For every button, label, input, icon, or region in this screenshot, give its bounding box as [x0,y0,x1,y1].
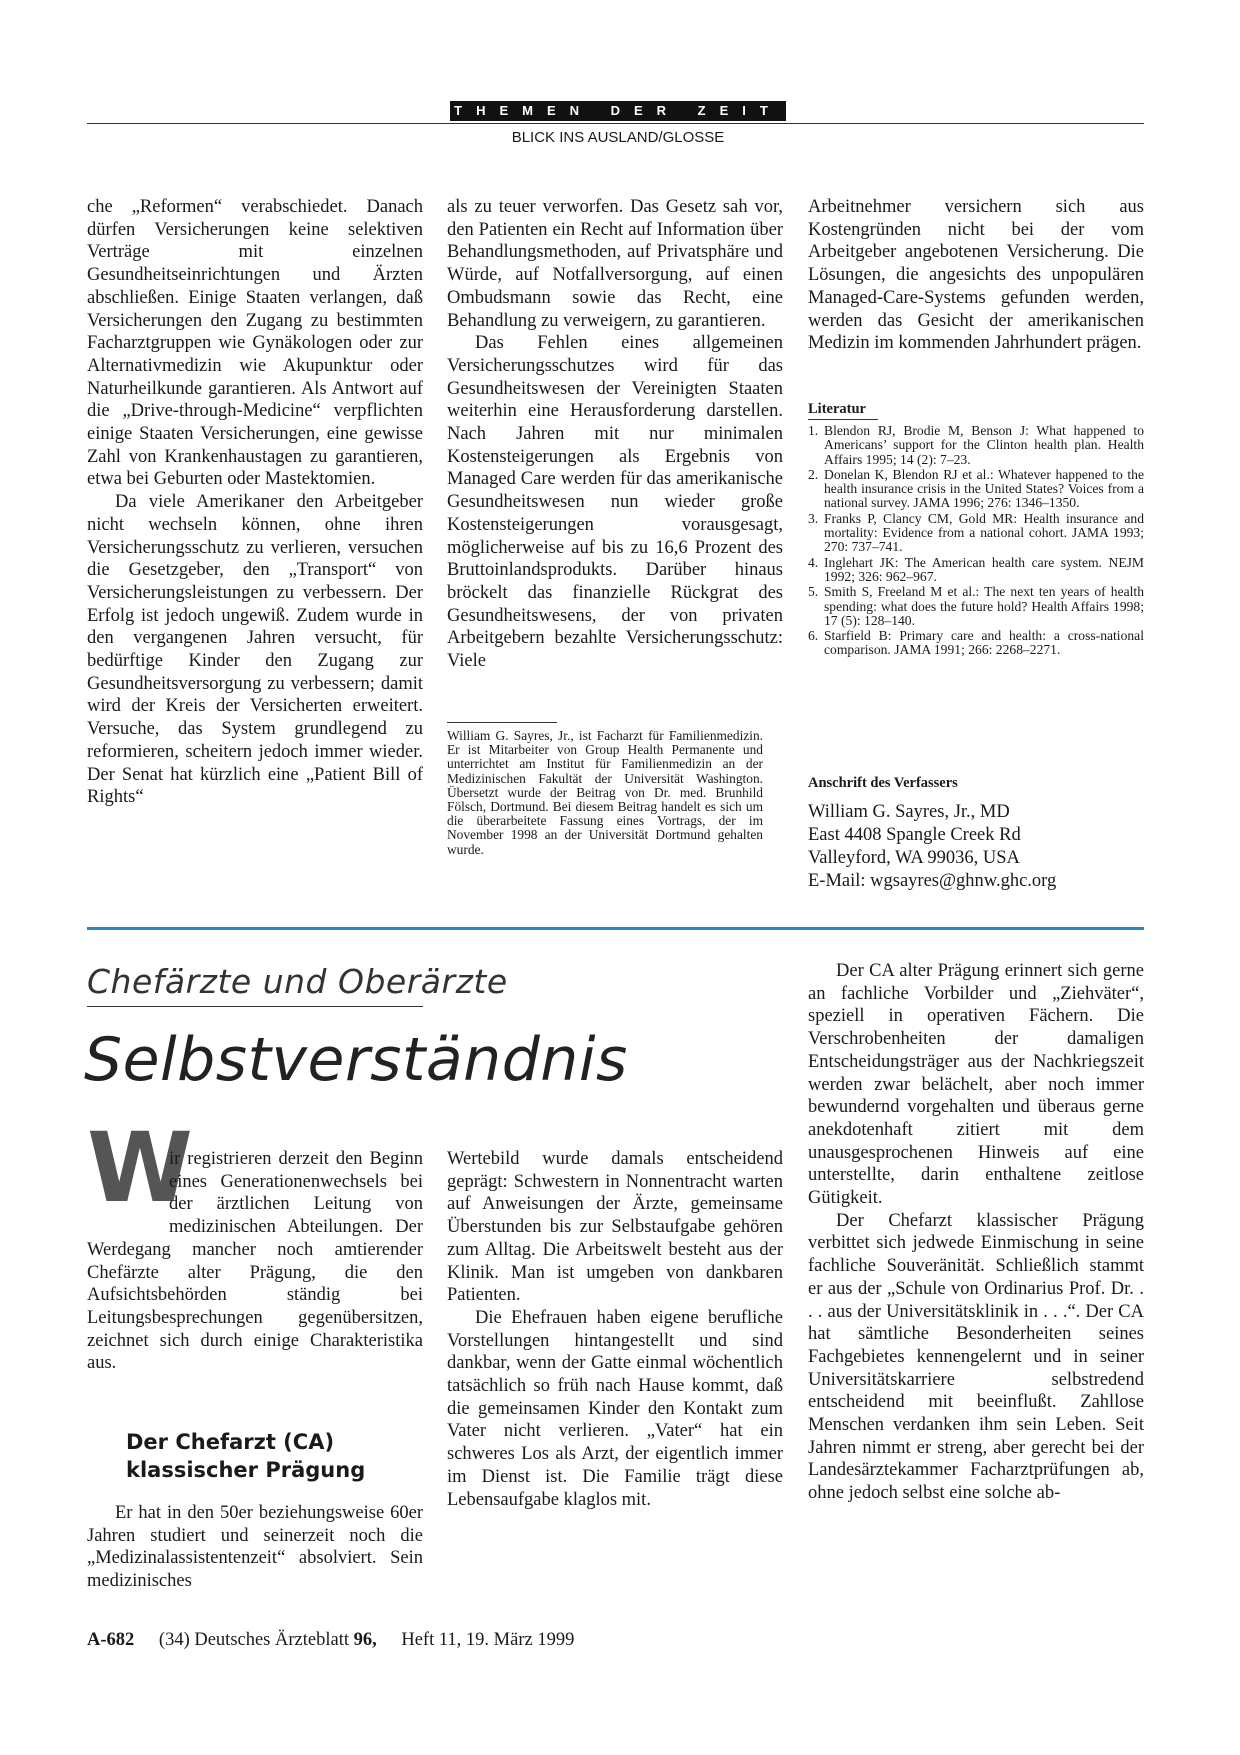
reference-item: 3. Franks P, Clancy CM, Gold MR: Health insurance and mortality: Evidence from a national cohort. JAMA 1993; 270: 737–741. [808,510,1144,555]
top-col2-paragraph-1: als zu teuer verworfen. Das Gesetz sah vor, den Patienten ein Recht auf Information über Behandlungsmethoden, auf Privatsphäre und Würde, auf Notfallversorgung, auf einen Ombudsmann sowie das Recht, eine Behandlung zu verweigern, zu garantieren. [447,197,783,331]
article-col3-paragraph-2: Der Chefarzt klassischer Prägung verbittet sich jedwede Einmischung in seine fachliche Souveränität. Schließlich stammt er aus der „Schule von Ordinarius Prof. Dr. . . . aus der Universitätsklinik in . . .“. Der CA hat sämtliche Besonderheiten seines Fachgebietes kennengelernt und in seiner Universitätskarriere selbstredend entscheidend mit beeinflußt. Zahllose Menschen verdanken ihm sein Leben. Seit Jahren nimmt er streng, aber gerecht bei der Landesärztekammer Facharztprüfungen ab, ohne jedoch selbst eine solche ab- [808,1210,1144,1504]
top-col1-paragraph-2: Da viele Amerikaner den Arbeitgeber nicht wechseln können, ohne ihren Versicherungsschutz zu verlieren, versuchen die Gesetzgeber, den „Transport“ von Versicherungsleistungen zu verbessern. Der Erfolg ist jedoch ungewiß. Zudem wurde in den vergangenen Jahren versucht, für bedürftige Kinder den Zugang zur Gesundheitsversorgung zu verbessern; damit wird der Kreis der Versicherten erweitert. Versuche, das System grundlegend zu reformieren, scheitern jedoch immer wieder. Der Senat hat kürzlich eine „Patient Bill of Rights“ [87,492,423,808]
top-column-3 [808,196,1144,355]
top-col1-paragraph-1: che „Reformen“ verabschiedet. Danach dürfen Versicherungen keine selektiven Verträge mit einzelnen Gesundheitseinrichtungen und Ärzten abschließen. Einige Staaten verlangen, daß Versicherungen den Zugang zu bestimmten Facharztgruppen wie Gynäkologen oder zur Alternativmedizin wie Akupunktur oder Naturheilkunde garantieren. Als Antwort auf die „Drive-through-Medicine“ verpflichten einige Staaten Versicherungen, eine gewisse Zahl von Krankenhaustagen zu garantieren, etwa bei Geburten oder Mastektomien. [87,197,423,490]
section-subheading: Der Chefarzt (CA) klassischer Prägung [126,1430,366,1482]
literature-rule [808,419,878,420]
reference-item: 6. Starfield B: Primary care and health: a cross-national comparison. JAMA 1991; 266: 2268–2271. [808,628,1144,658]
article-divider [87,927,1144,930]
citation-suffix: Heft 11, 19. März 1999 [401,1630,575,1650]
top-col3-paragraph-1: Arbeitnehmer versichern sich aus Kostengründen nicht bei der vom Arbeitgeber angebotenen Versicherung. Die Lösungen, die angesichts des unpopulären Managed-Care-Systems gefunden werden, werden das Gesicht der amerikanischen Medizin im kommenden Jahrhundert prägen. [808,197,1144,354]
reference-item: 4. Inglehart JK: The American health care system. NEJM 1992; 326: 962–967. [808,554,1144,584]
kicker-rule [87,1006,423,1007]
section-subtitle: BLICK INS AUSLAND/GLOSSE [511,129,725,146]
address-line: East 4408 Spangle Creek Rd [808,825,1021,845]
reference-item: 5. Smith S, Freeland M et al.: The next ten years of health spending: what does the future hold? Health Affairs 1998; 17 (5): 128–140. [808,584,1144,628]
article-col2-paragraph-1: Wertebild wurde damals entscheidend geprägt: Schwestern in Nonnentracht warten auf Anweisungen der Ärzte, gemeinsame Überstunden bis zur Selbstaufgabe gehören zum Alltag. Die Arbeitswelt besteht aus der Klinik. Man ist umgeben von dankbaren Patienten. [447,1149,783,1306]
article-col2-paragraph-2: Die Ehefrauen haben eigene berufliche Vorstellungen hintangestellt und sind dankbar, wenn der Gatte einmal wöchentlich tatsächlich so früh nach Hause kommt, daß die gemeinsamen Kinder den Kontakt zum Vater nicht verlieren. „Vater“ hat ein schweres Los als Arzt, der eigentlich immer im Dienst ist. Die Familie trägt diese Lebensaufgabe klaglos mit. [447,1307,783,1510]
article-kicker: Chefärzte und Oberärzte [87,962,508,1001]
author-footnote: William G. Sayres, Jr., ist Facharzt für Familienmedizin. Er ist Mitarbeiter von Group Health Permanente und unterrichtet am Institut für Familienmedizin an der Medizinischen Fakultät der Universität Washington. Übersetzt wurde der Beitrag von Dr. med. Brunhild Fölsch, Dortmund. Bei diesem Beitrag handelt es sich um die überarbeitete Fassung eines Vortrags, der im November 1998 an der Universität Dortmund gehalten wurde. [447,728,763,857]
author-address [808,801,1056,893]
lead-indented [87,1148,423,1375]
drop-cap: W [87,1112,193,1224]
footnote-rule [447,722,557,723]
dropcap-spacer [87,1148,169,1218]
top-col2-paragraph-2: Das Fehlen eines allgemeinen Versicherungsschutzes wird für das Gesundheitswesen der Vereinigten Staaten weiterhin eine Herausforderung darstellen. Nach Jahren mit nur minimalen Kostensteigerungen als Ergebnis von Managed Care werden für das amerikanische Gesundheitswesen nun wieder große Kostensteigerungen vorausgesagt, möglicherweise auf bis zu 16,6 Prozent des Bruttoinlandsprodukts. Darüber hinaus bröckelt das finanzielle Rückgrat des Gesundheitswesens, der von privaten Arbeitgebern bezahlte Versicherungsschutz: Viele [447,333,783,672]
article-col3-paragraph-1: Der CA alter Prägung erinnert sich gerne an fachliche Vorbilder und „Ziehväter“, speziell in operativen Fächern. Die Verschrobenheiten der damaligen Entscheidungsträger aus der Nachkriegszeit werden zwar belächelt, aber noch immer bewundernd vorgehalten und überaus gerne anekdotenhaft zitiert mit dem unausgesprochenen Hinweis auf eine unterstellte, darin enthaltene zeitlose Gütigkeit. [808,961,1144,1209]
article-col1-paragraph: Er hat in den 50er beziehungsweise 60er Jahren studiert und seinerzeit noch die „Medizinalassistentenzeit“ absolviert. Sein medizinisches [87,1503,423,1592]
top-column-1 [87,196,423,809]
section-band: THEMEN DER ZEIT [450,101,786,121]
reference-item: 2. Donelan K, Blendon RJ et al.: Whatever happened to the health insurance crisis in the United States? Voices from a national survey. JAMA 1996; 276: 1346–1350. [808,466,1144,511]
address-email: E-Mail: wgsayres@ghnw.ghc.org [808,871,1057,891]
article-column-2 [447,1148,783,1511]
citation-volume: 96, [353,1630,377,1650]
article-headline: Selbstverständnis [84,1025,628,1095]
lead-paragraph: ir registrieren derzeit den Beginn eines Generationenwechsels bei der ärztlichen Leitung von medizinischen Abteilungen. Der Werdegang mancher noch amtierender Chefärzte alter Prägung, die den Aufsichtsbehörden ständig bei Leitungsbesprechungen gegenübersitzen, zeichnet sich durch einige Charakteristika aus. [87,1149,423,1374]
article-column-1 [87,1502,423,1593]
top-column-2 [447,196,783,673]
article-column-3 [808,960,1144,1505]
literature-heading: Literatur [808,401,866,417]
address-line: William G. Sayres, Jr., MD [808,802,1010,822]
header-rule [87,123,1144,124]
citation-prefix: (34) Deutsches Ärzteblatt [158,1630,349,1650]
address-heading: Anschrift des Verfassers [808,775,958,791]
page-footer [87,1630,574,1651]
address-line: Valleyford, WA 99036, USA [808,848,1020,868]
reference-list [808,424,1144,659]
reference-item: 1. Blendon RJ, Brodie M, Benson J: What happened to Americans’ support for the Clinton health plan. Health Affairs 1995; 14 (2): 7–23. [808,423,1144,467]
page-number: A-682 [87,1630,135,1650]
